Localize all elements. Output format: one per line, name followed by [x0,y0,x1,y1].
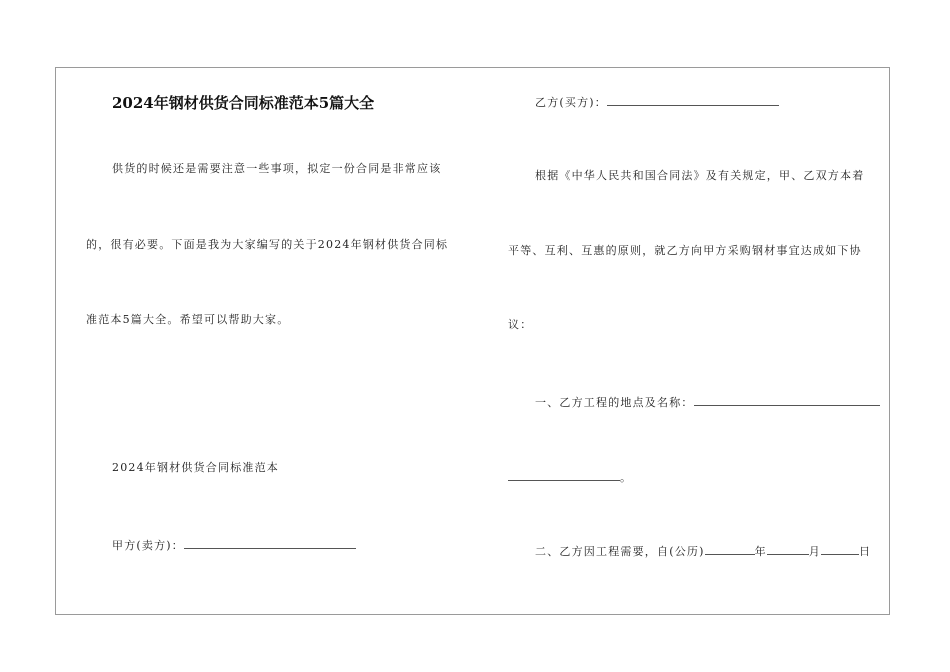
party-b-label: 乙方(买方)： [535,96,607,109]
item-2-prefix: 二、乙方因工程需要，自(公历) [535,545,705,558]
party-a-line [112,537,356,553]
item-1-label: 一、乙方工程的地点及名称： [535,396,694,409]
document-title: 2024年钢材供货合同标准范本5篇大全 [112,94,375,112]
item-2-day-blank [821,543,859,555]
item-1-blank-a [694,394,880,406]
item-2-line [535,543,871,559]
item-1-continuation [508,469,632,485]
item-2-month: 月 [808,545,821,558]
clause-line-1: 根据《中华人民共和国合同法》及有关规定，甲、乙双方本着 [535,169,865,182]
party-a-label: 甲方(卖方)： [112,539,184,552]
party-b-line [535,94,779,110]
party-a-blank [184,537,356,549]
item-1-line [535,394,880,410]
intro-line-3: 准范本5篇大全。希望可以帮助大家。 [86,313,290,326]
party-b-blank [607,94,779,106]
intro-line-2: 的，很有必要。下面是我为大家编写的关于2024年钢材供货合同标 [86,238,449,251]
intro-line-1: 供货的时候还是需要注意一些事项，拟定一份合同是非常应该 [112,162,442,175]
item-2-year: 年 [754,545,767,558]
clause-line-3: 议： [508,318,533,331]
item-1-blank-b [508,469,620,481]
item-2-day: 日 [859,545,872,558]
contract-subheading: 2024年钢材供货合同标准范本 [112,461,279,474]
item-2-year-blank [705,543,755,555]
clause-line-2: 平等、互利、互惠的原则，就乙方向甲方采购钢材事宜达成如下协 [508,244,862,257]
page-frame [55,67,890,615]
item-1-end: 。 [620,471,633,484]
item-2-month-blank [767,543,809,555]
